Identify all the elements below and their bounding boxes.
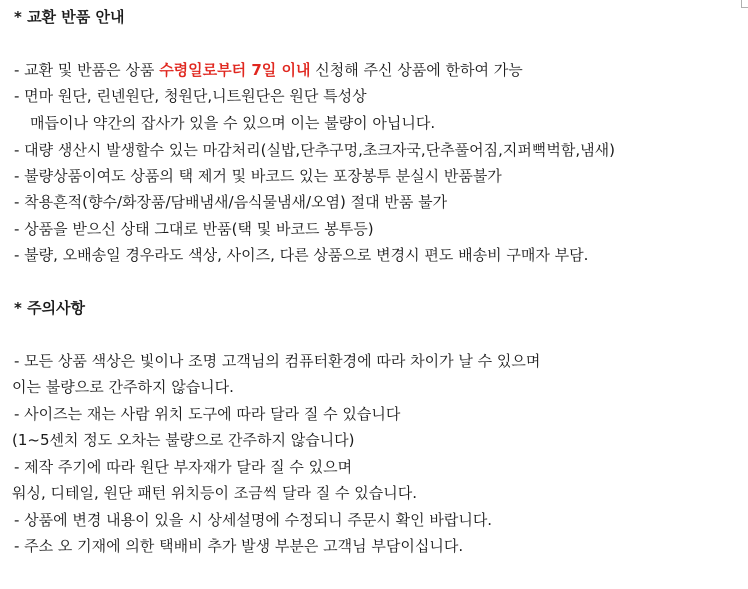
text-line bbox=[14, 60, 523, 80]
text-line: 이는 불량으로 간주하지 않습니다. bbox=[12, 378, 234, 396]
text-line: - 불량상품이여도 상품의 택 제거 및 바코드 있는 포장봉투 분실시 반품불가 bbox=[14, 167, 502, 185]
text-line: 매듭이나 약간의 잡사가 있을 수 있으며 이는 불량이 아닙니다. bbox=[30, 114, 436, 132]
text-line: - 착용흔적(향수/화장품/담배냄새/음식물냄새/오염) 절대 반품 불가 bbox=[14, 193, 448, 211]
section-heading-precautions: * 주의사항 bbox=[14, 299, 86, 317]
text-line: 워싱, 디테일, 원단 패턴 위치등이 조금씩 달라 질 수 있습니다. bbox=[12, 484, 417, 502]
text-line: - 제작 주기에 따라 원단 부자재가 달라 질 수 있으며 bbox=[14, 458, 353, 476]
text-line: - 사이즈는 재는 사람 위치 도구에 따라 달라 질 수 있습니다 bbox=[14, 405, 401, 423]
section-heading-exchange-return: * 교환 반품 안내 bbox=[14, 8, 125, 26]
text-line: - 주소 오 기재에 의한 택배비 추가 발생 부분은 고객님 부담이십니다. bbox=[14, 537, 464, 555]
emphasis-text: 수령일로부터 7일 이내 bbox=[159, 61, 311, 79]
text-line: - 불량, 오배송일 경우라도 색상, 사이즈, 다른 상품으로 변경시 편도 배송비 구매자 부담. bbox=[14, 246, 589, 264]
text-line: - 상품을 받으신 상태 그대로 반품(택 및 바코드 봉투등) bbox=[14, 220, 374, 238]
text-line: - 모든 상품 색상은 빛이나 조명 고객님의 컴퓨터환경에 따라 차이가 날 수 있으며 bbox=[14, 352, 541, 370]
text-line: - 대량 생산시 발생할수 있는 마감처리(실밥,단추구멍,초크자국,단추풀어짐,지퍼뻑벅함,냄새) bbox=[14, 141, 615, 159]
page-corner-marker bbox=[741, 0, 748, 8]
text-segment: - 교환 및 반품은 상품 bbox=[14, 61, 160, 79]
text-line: - 상품에 변경 내용이 있을 시 상세설명에 수정되니 주문시 확인 바랍니다. bbox=[14, 511, 493, 529]
text-line: - 면마 원단, 린넨원단, 청원단,니트원단은 원단 특성상 bbox=[14, 87, 367, 105]
text-line: (1~5센치 정도 오차는 불량으로 간주하지 않습니다) bbox=[12, 431, 355, 449]
text-segment: 신청해 주신 상품에 한하여 가능 bbox=[310, 61, 523, 79]
